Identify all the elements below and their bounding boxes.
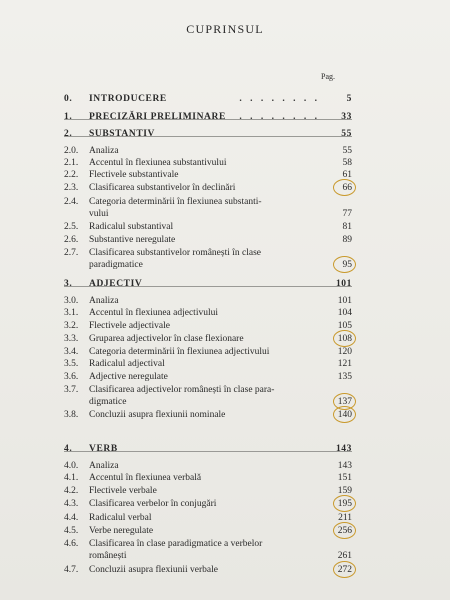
section-divider [64, 136, 352, 137]
page-number-circled: 95 [320, 259, 352, 272]
page-number: 143 [337, 461, 352, 471]
toc-entry [64, 169, 352, 182]
toc-entry [64, 234, 352, 247]
entry-title: Substantive neregulate [89, 235, 176, 245]
entry-title: Concluzii asupra flexiunii nominale [89, 410, 226, 420]
entry-number: 2.7. [64, 248, 79, 258]
page-number: 33 [341, 112, 352, 122]
entry-title: Concluzii asupra flexiunii verbale [89, 565, 218, 575]
toc-entry [64, 550, 352, 563]
dot-leader: . . . . . . . . [239, 112, 320, 122]
toc-entry [64, 409, 352, 422]
entry-number: 4.2. [64, 486, 79, 496]
toc-entry [64, 208, 352, 221]
entry-title: Adjective neregulate [89, 372, 168, 382]
entry-title: VERB [89, 444, 118, 454]
entry-title: Clasificarea substantivelor în declinări [89, 183, 236, 193]
entry-title: Accentul în flexiunea adjectivului [89, 308, 218, 318]
entry-title: Radicalul adjectival [89, 359, 165, 369]
toc-entry [64, 498, 352, 511]
entry-number: 3.0. [64, 296, 79, 306]
entry-number: 4.7. [64, 565, 79, 575]
page-number: 55 [341, 129, 352, 139]
page-number: 105 [337, 321, 352, 331]
page-number: 104 [337, 308, 352, 318]
entry-title: Categoria determinării în flexiunea adjectivului [89, 347, 270, 357]
page-number: 211 [338, 513, 352, 523]
page-number: 135 [337, 372, 352, 382]
page-number: 151 [337, 473, 352, 483]
entry-title: Clasificarea în clase paradigmatice a verbelor [89, 539, 263, 549]
page-number-circled: 108 [320, 333, 352, 346]
section-divider [64, 119, 352, 120]
toc-entry [64, 396, 352, 409]
entry-number: 4.6. [64, 539, 79, 549]
entry-title: digmatice [89, 397, 127, 407]
entry-number: 0. [64, 94, 73, 104]
page-number: 101 [335, 279, 352, 289]
entry-title: Clasificarea verbelor în conjugări [89, 499, 217, 509]
entry-title: românești [89, 551, 127, 561]
page-title: CUPRINSUL [186, 22, 264, 36]
page-column-label: Pag. [321, 72, 335, 81]
toc-entry [64, 259, 352, 272]
entry-number: 4.5. [64, 526, 79, 536]
toc-entry [64, 278, 352, 291]
entry-title: Radicalul substantival [89, 222, 174, 232]
toc-entry [64, 93, 352, 106]
toc-entry [64, 320, 352, 333]
entry-number: 2. [64, 129, 73, 139]
entry-number: 2.2. [64, 170, 79, 180]
page-number: 159 [337, 486, 352, 496]
dot-leader: . . . . . . . . [239, 94, 320, 104]
entry-title: Categoria determinării în flexiunea substanti- [89, 197, 262, 207]
page-number: 5 [346, 94, 352, 104]
entry-number: 3.3. [64, 334, 79, 344]
entry-number: 3.2. [64, 321, 79, 331]
toc-entry [64, 472, 352, 485]
page-number: 121 [337, 359, 352, 369]
entry-number: 2.6. [64, 235, 79, 245]
entry-title: Verbe neregulate [89, 526, 154, 536]
toc-entry [64, 307, 352, 320]
toc-entry [64, 333, 352, 346]
entry-title: Flectivele verbale [89, 486, 157, 496]
toc-entry [64, 221, 352, 234]
entry-title: Clasificarea substantivelor românești în clase [89, 248, 261, 258]
page-number: 55 [342, 146, 352, 156]
entry-number: 4.0. [64, 461, 79, 471]
section-divider [64, 451, 352, 452]
toc-entry [64, 525, 352, 538]
page-number-circled: 140 [320, 409, 352, 422]
entry-title: Analiza [89, 146, 119, 156]
entry-number: 2.5. [64, 222, 79, 232]
toc-entry [64, 485, 352, 498]
entry-title: Analiza [89, 296, 119, 306]
entry-title: paradigmatice [89, 260, 143, 270]
page-number-circled: 272 [320, 564, 352, 577]
toc-entry [64, 182, 352, 195]
page-number: 61 [342, 170, 352, 180]
entry-number: 2.4. [64, 197, 79, 207]
page-number: 81 [342, 222, 352, 232]
page-number-circled: 195 [320, 498, 352, 511]
entry-number: 3.5. [64, 359, 79, 369]
toc-entry [64, 512, 352, 525]
entry-title: PRECIZĂRI PRELIMINARE [89, 112, 226, 122]
page-number-circled: 256 [320, 525, 352, 538]
entry-title: Accentul în flexiunea substantivului [89, 158, 227, 168]
entry-title: Clasificarea adjectivelor românești în clase para- [89, 385, 275, 395]
entry-title: Gruparea adjectivelor în clase flexionare [89, 334, 244, 344]
page-number: 89 [342, 235, 352, 245]
entry-title: INTRODUCERE [89, 94, 167, 104]
entry-number: 3.1. [64, 308, 79, 318]
toc-entry [64, 358, 352, 371]
page-number: 261 [337, 551, 352, 561]
page-number: 58 [342, 158, 352, 168]
page-number-circled: 137 [320, 396, 352, 409]
toc-entry [64, 111, 352, 124]
entry-title: Analiza [89, 461, 119, 471]
section-divider [64, 286, 352, 287]
entry-number: 2.1. [64, 158, 79, 168]
page-number: 101 [337, 296, 352, 306]
entry-number: 4. [64, 444, 73, 454]
entry-number: 1. [64, 112, 73, 122]
entry-number: 2.0. [64, 146, 79, 156]
page-number: 143 [335, 444, 352, 454]
entry-number: 3.4. [64, 347, 79, 357]
toc-entry [64, 371, 352, 384]
entry-number: 4.1. [64, 473, 79, 483]
toc-entry [64, 443, 352, 456]
entry-title: vului [89, 209, 109, 219]
entry-title: SUBSTANTIV [89, 129, 156, 139]
entry-number: 3.8. [64, 410, 79, 420]
entry-title: Radicalul verbal [89, 513, 152, 523]
entry-title: Accentul în flexiunea verbală [89, 473, 202, 483]
entry-title: ADJECTIV [89, 279, 143, 289]
page-number: 120 [337, 347, 352, 357]
entry-number: 3. [64, 279, 73, 289]
toc-entry [64, 564, 352, 577]
entry-number: 3.6. [64, 372, 79, 382]
page-number-circled: 66 [320, 182, 352, 195]
toc-entry [64, 128, 352, 141]
page-number: 77 [342, 209, 352, 219]
entry-number: 2.3. [64, 183, 79, 193]
entry-number: 4.4. [64, 513, 79, 523]
entry-title: Flectivele substantivale [89, 170, 179, 180]
entry-title: Flectivele adjectivale [89, 321, 170, 331]
entry-number: 4.3. [64, 499, 79, 509]
entry-number: 3.7. [64, 385, 79, 395]
